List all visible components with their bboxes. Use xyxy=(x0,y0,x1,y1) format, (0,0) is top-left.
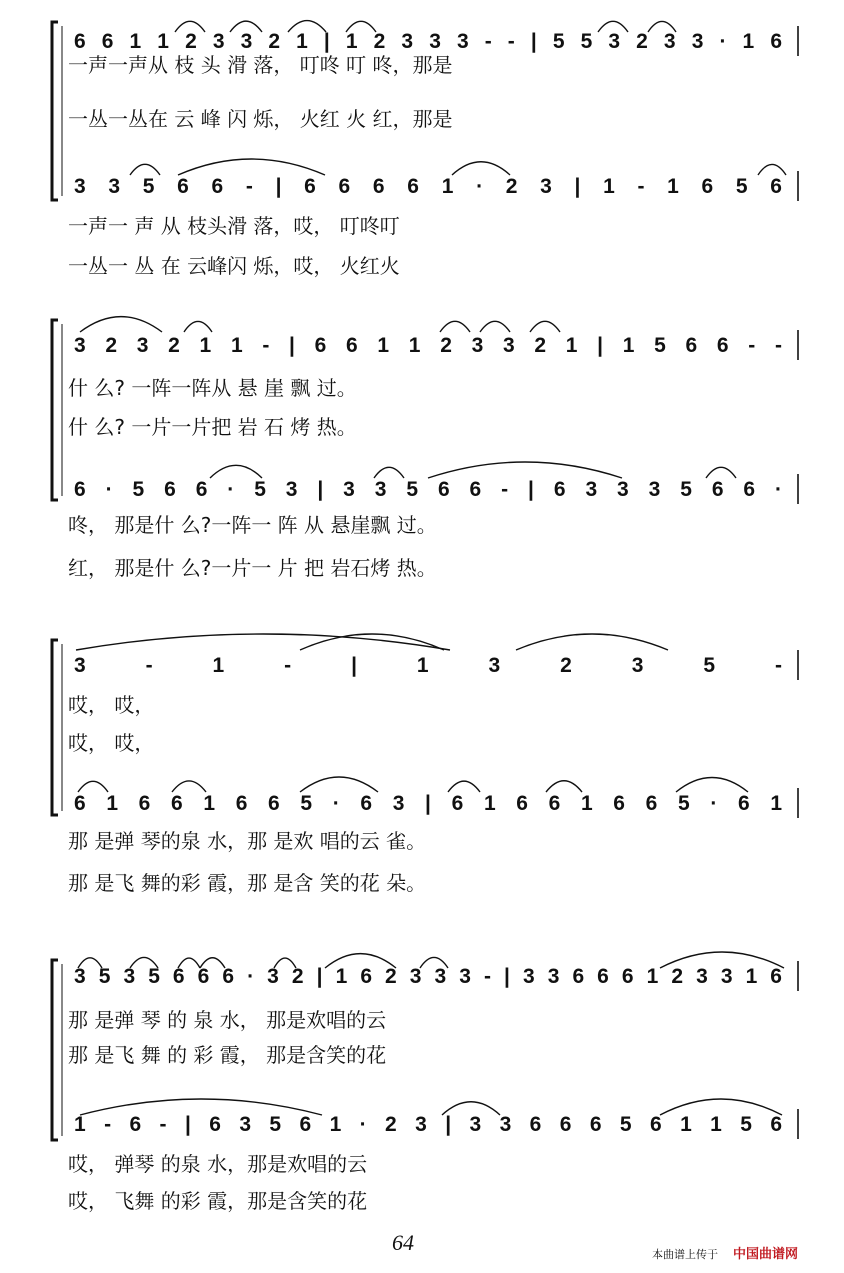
slur xyxy=(210,465,262,478)
slur xyxy=(546,781,582,792)
slur xyxy=(76,634,450,650)
slur xyxy=(452,162,510,175)
slur xyxy=(706,467,736,478)
lyric-line: 什 么? 一片一片把 岩 石 烤 热。 xyxy=(68,415,357,439)
slur xyxy=(428,462,622,478)
lyric-line: 哎， 飞舞 的彩 霞，那是含笑的花 xyxy=(68,1189,368,1213)
slur xyxy=(480,321,510,332)
lyric-line: 红， 那是什 么?一片一 片 把 岩石烤 热。 xyxy=(68,556,437,580)
lyric-line: 那 是飞 舞的彩 霞，那 是含 笑的花 朵。 xyxy=(68,871,427,895)
slur xyxy=(516,634,668,650)
slur xyxy=(300,777,378,792)
system-bracket xyxy=(52,640,58,815)
slur xyxy=(184,321,212,332)
slur xyxy=(758,164,786,175)
notation-line: 3 3 5 6 6 - | 6 6 6 6 1 · 2 3 | 1 - 1 6 5 6 xyxy=(74,175,782,198)
slur xyxy=(676,778,748,792)
notation-line: 6 · 5 6 6 · 5 3 | 3 3 5 6 6 - | 6 3 3 3 5 6 6 · xyxy=(74,478,782,501)
notation-line: 3 5 3 5 6 6 6 · 3 2 | 1 6 2 3 3 3 - | 3 3 6 6 6 1 2 3 3 1 6 xyxy=(74,965,782,988)
slur xyxy=(440,321,470,332)
notation-line: 6 1 6 6 1 6 6 5 · 6 3 | 6 1 6 6 1 6 6 5 · 6 1 xyxy=(74,792,783,815)
system-bracket xyxy=(52,22,58,200)
lyric-line: 咚， 那是什 么?一阵一 阵 从 悬崖飘 过。 xyxy=(68,513,437,537)
lyric-line: 哎， 弹琴 的泉 水，那是欢唱的云 xyxy=(68,1152,368,1176)
slur xyxy=(448,781,480,792)
notation-line: 3 2 3 2 1 1 - | 6 6 1 1 2 3 3 2 1 | 1 5 6 6 - - xyxy=(74,334,783,357)
slur xyxy=(374,467,404,478)
source-caption: 本曲谱上传于 xyxy=(652,1248,718,1261)
slur xyxy=(172,781,206,792)
lyric-line: 一声一声从 枝 头 滑 落， 叮咚 叮 咚，那是 xyxy=(68,53,453,77)
lyric-line: 什 么? 一阵一阵从 悬 崖 飘 过。 xyxy=(68,376,357,400)
lyric-line: 哎， 哎， xyxy=(68,731,155,755)
notation-line: 6 6 1 1 2 3 3 2 1 | 1 2 3 3 3 - - | 5 5 3 2 3 3 · 1 6 xyxy=(74,30,783,53)
lyric-line: 那 是飞 舞 的 彩 霞， 那是含笑的花 xyxy=(68,1043,387,1067)
lyric-line: 一丛一丛在 云 峰 闪 烁， 火红 火 红，那是 xyxy=(68,107,453,131)
slur xyxy=(300,634,444,650)
system-bracket xyxy=(52,960,58,1140)
slur xyxy=(78,781,108,792)
slur xyxy=(530,321,560,332)
lyric-line: 一丛一 丛 在 云峰闪 烁，哎， 火红火 xyxy=(68,254,400,278)
source-logo: 中国曲谱网 xyxy=(733,1247,799,1262)
lyric-line: 那 是弹 琴的泉 水，那 是欢 唱的云 雀。 xyxy=(68,829,427,853)
lyric-line: 哎， 哎， xyxy=(68,693,155,717)
notation-line: 1 - 6 - | 6 3 5 6 1 · 2 3 | 3 3 6 6 6 5 6 1 1 5 6 xyxy=(74,1113,782,1136)
slur xyxy=(130,164,160,175)
lyric-line: 那 是弹 琴 的 泉 水， 那是欢唱的云 xyxy=(68,1008,387,1032)
slur xyxy=(178,159,325,175)
slur xyxy=(80,317,162,332)
system-bracket xyxy=(52,320,58,500)
lyric-line: 一声一 声 从 枝头滑 落，哎， 叮咚叮 xyxy=(68,214,400,238)
page-number: 64 xyxy=(392,1230,414,1255)
notation-line: 3 - 1 - | 1 3 2 3 5 - xyxy=(74,654,782,677)
